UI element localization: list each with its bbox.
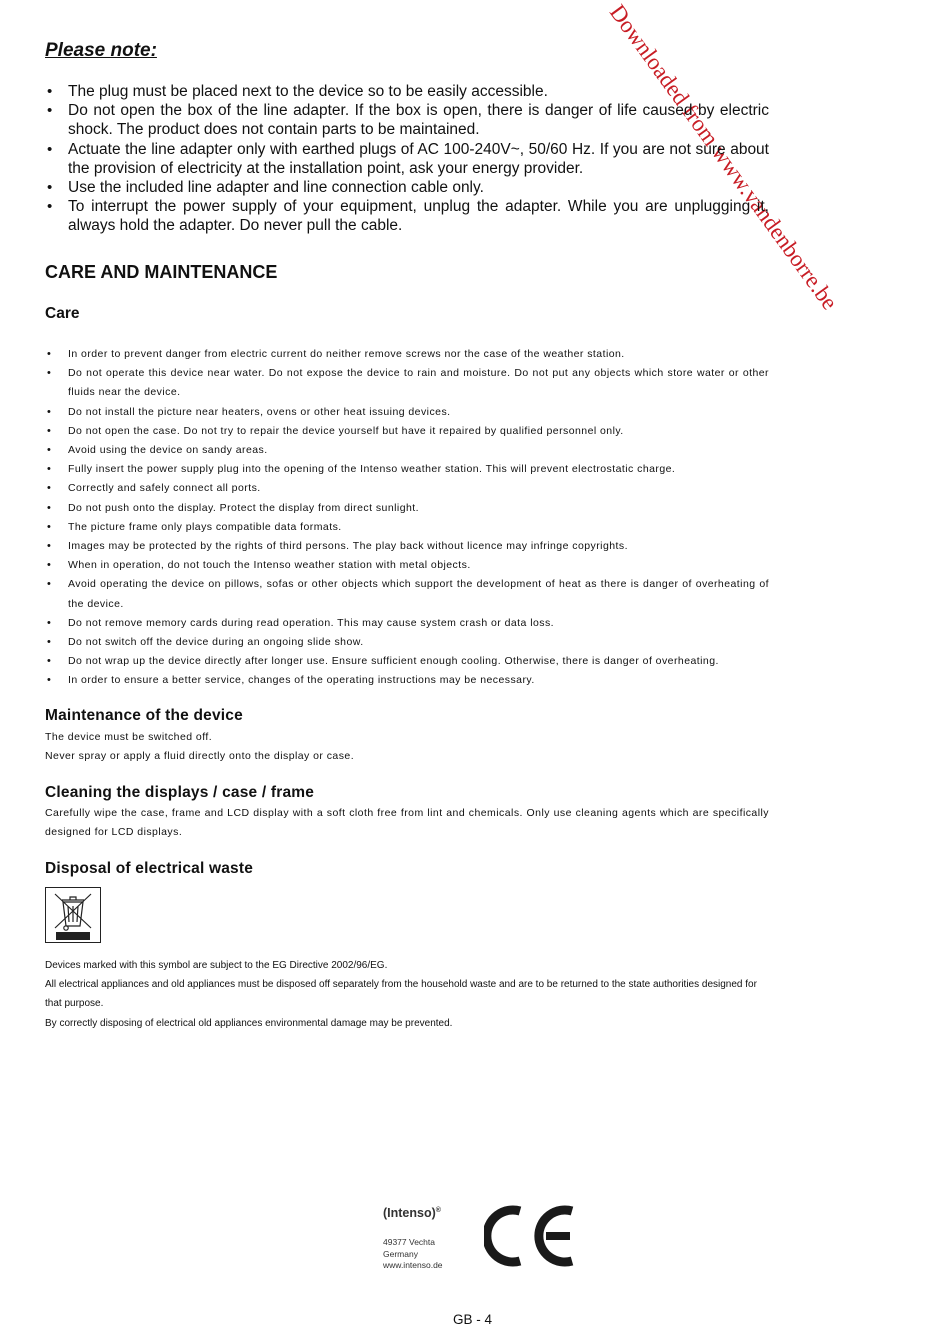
list-item: • Do not install the picture near heaters, ovens or other heat issuing devices. [45, 403, 769, 422]
list-item: • Do not remove memory cards during read operation. This may cause system crash or data loss. [45, 614, 769, 633]
list-item: • To interrupt the power supply of your equipment, unplug the adapter. While you are unplugging it, always hold the adapter. Do never pull the cable. [45, 197, 769, 235]
list-item: • Correctly and safely connect all ports. [45, 479, 769, 498]
watermark: Downloaded from www.vandenborre.be [604, 0, 843, 315]
disposal-line: By correctly disposing of electrical old appliances environmental damage may be prevented. [45, 1017, 453, 1029]
list-item: • Avoid using the device on sandy areas. [45, 441, 769, 460]
care-list [45, 345, 769, 691]
cleaning-text: Carefully wipe the case, frame and LCD display with a soft cloth free from lint and chemicals. Only use cleaning agents which are specifically designed for LCD displays. [45, 807, 769, 839]
registered-mark: ® [435, 1206, 441, 1214]
please-note-list [45, 82, 769, 236]
maintenance-line: Never spray or apply a fluid directly onto the display or case. [45, 750, 355, 763]
ce-mark-icon [484, 1203, 578, 1269]
crossed-out-wheelie-bin-icon [45, 887, 101, 943]
list-item: • Fully insert the power supply plug into the opening of the Intenso weather station. This will prevent electrostatic charge. [45, 460, 769, 479]
maintenance-line: The device must be switched off. [45, 731, 213, 743]
brand-name: (Intenso) [383, 1206, 436, 1220]
care-maintenance-heading: CARE AND MAINTENANCE [45, 262, 278, 282]
disposal-line: Devices marked with this symbol are subject to the EG Directive 2002/96/EG. [45, 960, 388, 971]
disposal-text [45, 956, 769, 1033]
list-item: • The plug must be placed next to the device so to be easily accessible. [45, 82, 769, 101]
list-item: • Avoid operating the device on pillows, sofas or other objects which support the development of heat as there is danger of overheating of the device. [45, 575, 769, 613]
list-item: • Do not open the box of the line adapter. If the box is open, there is danger of life caused by electric shock. The product does not contain parts to be maintained. [45, 101, 769, 139]
list-item: • The picture frame only plays compatible data formats. [45, 518, 769, 537]
address-line: www.intenso.de [383, 1260, 443, 1270]
disposal-heading: Disposal of electrical waste [45, 860, 254, 877]
company-address [383, 1237, 443, 1272]
cleaning-heading: Cleaning the displays / case / frame [45, 784, 315, 801]
list-item: • Do not open the case. Do not try to repair the device yourself but have it repaired by qualified personnel only. [45, 422, 769, 441]
list-item: • Do not push onto the display. Protect the display from direct sunlight. [45, 499, 769, 518]
list-item: • In order to prevent danger from electric current do neither remove screws nor the case of the weather station. [45, 345, 769, 364]
maintenance-heading: Maintenance of the device [45, 707, 243, 724]
please-note-title: Please note: [45, 40, 157, 61]
address-line: Germany [383, 1248, 418, 1259]
address-line: 49377 Vechta [383, 1237, 435, 1247]
list-item: • Do not operate this device near water. Do not expose the device to rain and moisture. Do not put any objects which store water or other fluids near the device. [45, 364, 769, 402]
maintenance-text [45, 728, 769, 766]
list-item: • Images may be protected by the rights of third persons. The play back without licence may infringe copyrights. [45, 537, 769, 556]
page-number: GB - 4 [453, 1312, 493, 1327]
list-item: • When in operation, do not touch the Intenso weather station with metal objects. [45, 556, 769, 575]
list-item: • Actuate the line adapter only with earthed plugs of AC 100-240V~, 50/60 Hz. If you are not sure about the provision of electricity at the installation point, ask your energy provider. [45, 140, 769, 178]
list-item: • Do not wrap up the device directly after longer use. Ensure sufficient enough cooling. Otherwise, there is danger of overheating. [45, 652, 769, 671]
list-item: • Do not switch off the device during an ongoing slide show. [45, 633, 769, 652]
list-item: • In order to ensure a better service, changes of the operating instructions may be necessary. [45, 671, 769, 690]
intenso-logo [383, 1206, 441, 1220]
list-item: • Use the included line adapter and line connection cable only. [45, 178, 769, 197]
care-heading: Care [45, 305, 80, 322]
disposal-line: All electrical appliances and old appliances must be disposed off separately from the household waste and are to be returned to the state authorities designed for that purpose. [45, 979, 757, 1010]
